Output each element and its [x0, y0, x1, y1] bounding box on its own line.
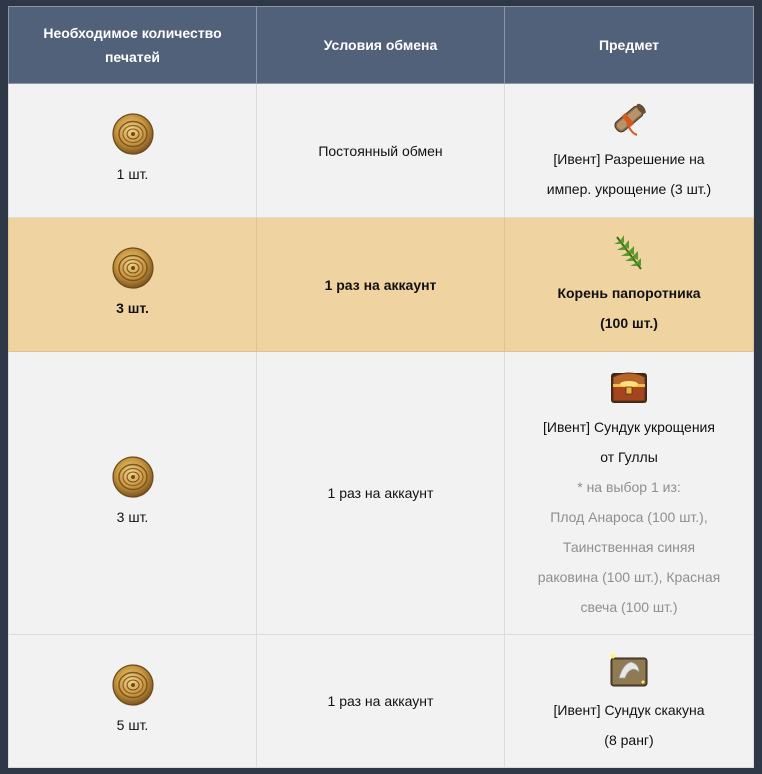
- quantity-cell: [9, 635, 257, 768]
- table-header-row: [9, 7, 754, 84]
- scroll-icon: [607, 97, 651, 141]
- quantity-cell: [9, 84, 257, 218]
- item-name-line: импер. укрощение (3 шт.): [546, 181, 712, 197]
- item-name-line: [Ивент] Разрешение на: [553, 151, 705, 167]
- item-cell: [505, 218, 754, 352]
- item-name-line: от Гуллы: [600, 448, 658, 465]
- fern-icon: [607, 231, 651, 275]
- header-item: Предмет: [505, 7, 754, 84]
- condition-cell: 1 раз на аккаунт: [257, 635, 505, 768]
- exchange-table: [8, 6, 754, 768]
- item-name-line: (100 шт.): [600, 315, 658, 331]
- treasure-chest-icon: [607, 365, 651, 409]
- table-row: [9, 352, 754, 635]
- quantity-cell: [9, 218, 257, 352]
- seal-icon: [111, 112, 155, 156]
- choice-note-line: Плод Анароса (100 шт.),: [550, 508, 708, 525]
- table-row: [9, 635, 754, 768]
- quantity-text: 5 шт.: [116, 716, 149, 733]
- choice-note-line: раковина (100 шт.), Красная: [537, 568, 721, 585]
- item-cell: [505, 84, 754, 218]
- mount-chest-icon: [607, 648, 651, 692]
- quantity-text: 3 шт.: [116, 300, 149, 316]
- quantity-text: 3 шт.: [116, 508, 149, 525]
- quantity-cell: [9, 352, 257, 635]
- choice-note-line: Таинственная синяя: [562, 538, 696, 555]
- item-cell: [505, 352, 754, 635]
- condition-cell: 1 раз на аккаунт: [257, 218, 505, 352]
- choice-note-line: свеча (100 шт.): [580, 598, 678, 615]
- seal-icon: [111, 246, 155, 290]
- item-cell: [505, 635, 754, 768]
- item-name-line: [Ивент] Сундук укрощения: [543, 418, 715, 435]
- condition-cell: Постоянный обмен: [257, 84, 505, 218]
- table-row: [9, 84, 754, 218]
- item-name-line: Корень папоротника: [557, 285, 701, 301]
- item-name-line: (8 ранг): [604, 731, 654, 748]
- condition-cell: 1 раз на аккаунт: [257, 352, 505, 635]
- quantity-text: 1 шт.: [116, 166, 149, 182]
- choice-note-line: * на выбор 1 из:: [577, 478, 681, 495]
- header-exchange-conditions: Условия обмена: [257, 7, 505, 84]
- exchange-table-container: [8, 6, 753, 768]
- seal-icon: [111, 455, 155, 499]
- table-row-highlighted: [9, 218, 754, 352]
- seal-icon: [111, 663, 155, 707]
- header-required-seals: Необходимое количество печатей: [9, 7, 257, 84]
- item-name-line: [Ивент] Сундук скакуна: [553, 701, 705, 718]
